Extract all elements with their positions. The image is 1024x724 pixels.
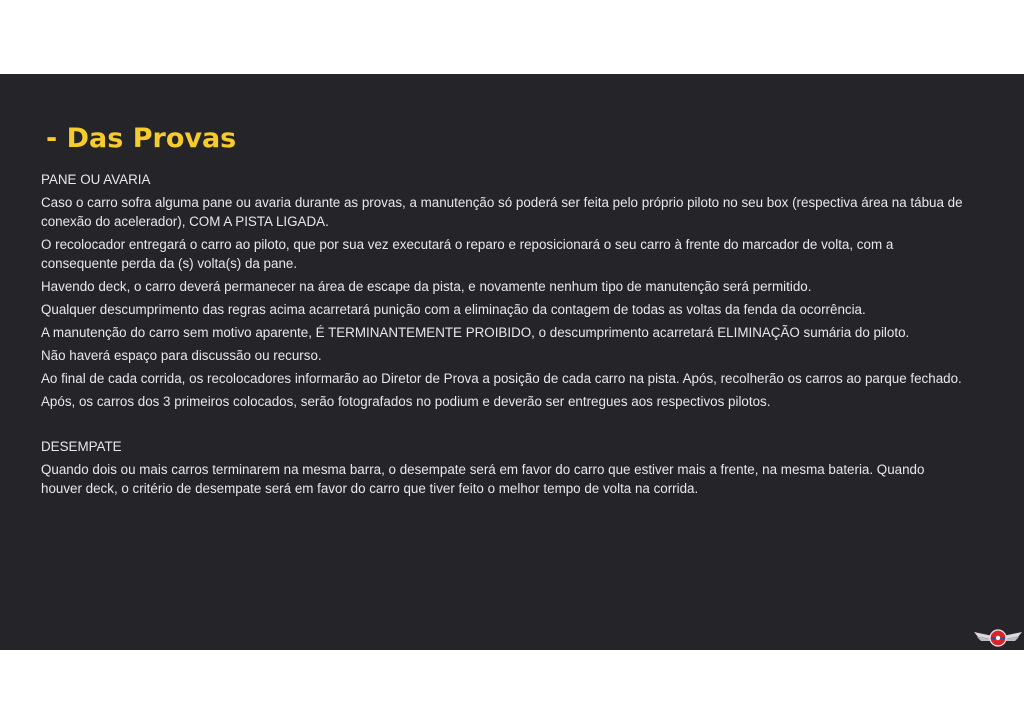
section-heading-pane-ou-avaria: PANE OU AVARIA bbox=[41, 172, 151, 187]
slide-title: - Das Provas bbox=[46, 123, 237, 154]
winged-emblem-logo-icon bbox=[973, 627, 1023, 649]
paragraph: Caso o carro sofra alguma pane ou avaria durante as provas, a manutenção só poderá ser feita pelo próprio piloto no seu box (respectiva área na tábua de conexão do acelerador), COM A PISTA LIGADA. bbox=[41, 195, 963, 229]
paragraph: Ao final de cada corrida, os recolocadores informarão ao Diretor de Prova a posição de cada carro na pista. Após, recolherão os carros ao parque fechado. bbox=[41, 371, 962, 386]
paragraph: A manutenção do carro sem motivo aparente, É TERMINANTEMENTE PROIBIDO, o descumprimento acarretará ELIMINAÇÃO sumária do piloto. bbox=[41, 325, 910, 340]
paragraph: Qualquer descumprimento das regras acima acarretará punição com a eliminação da contagem de todas as voltas da fenda da ocorrência. bbox=[41, 302, 866, 317]
section-heading-desempate: DESEMPATE bbox=[41, 439, 122, 454]
paragraph: Quando dois ou mais carros terminarem na mesma barra, o desempate será em favor do carro que estiver mais a frente, na mesma bateria. Quando houver deck, o critério de desempate será em favor do carro que tiver feito o melhor tempo de volta na corrida. bbox=[41, 462, 925, 496]
slide-content bbox=[41, 170, 967, 502]
paragraph: O recolocador entregará o carro ao piloto, que por sua vez executará o reparo e reposicionará o seu carro à frente do marcador de volta, com a consequente perda da (s) volta(s) da pane. bbox=[41, 237, 894, 271]
paragraph: Após, os carros dos 3 primeiros colocados, serão fotografados no podium e deverão ser entregues aos respectivos pilotos. bbox=[41, 394, 771, 409]
paragraph: Não haverá espaço para discussão ou recurso. bbox=[41, 348, 322, 363]
paragraph: Havendo deck, o carro deverá permanecer na área de escape da pista, e novamente nenhum tipo de manutenção será permitido. bbox=[41, 279, 812, 294]
